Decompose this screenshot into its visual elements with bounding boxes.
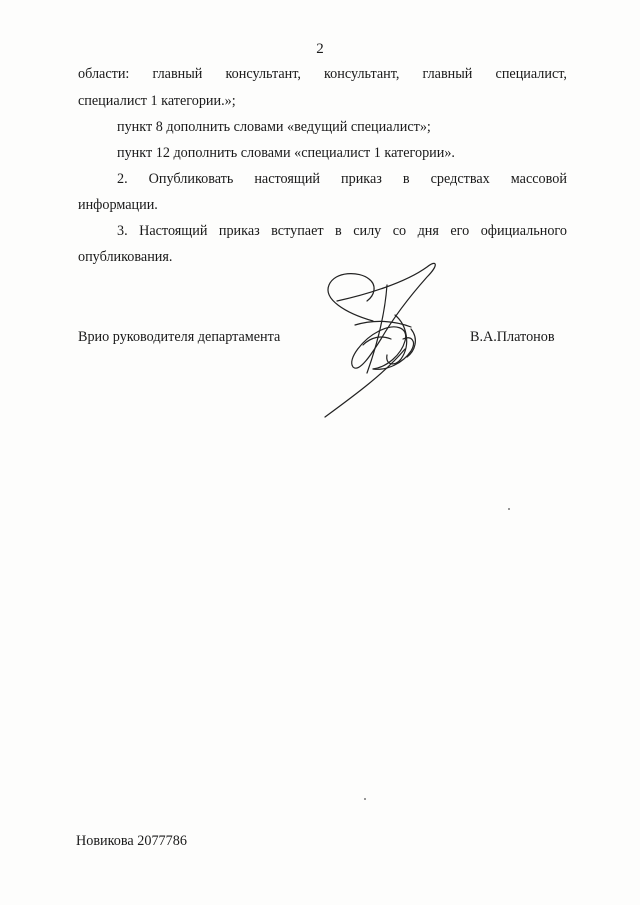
word: в [402, 171, 410, 187]
word: главный [152, 66, 203, 82]
paragraph-4-line-1 [117, 171, 567, 187]
word: дня [417, 223, 439, 239]
signatory-title: Врио руководителя департамента [78, 329, 281, 345]
scan-speck [364, 798, 366, 800]
word: главный [422, 66, 473, 82]
word: 2. [117, 171, 128, 187]
word: специалист, [495, 66, 567, 82]
word: области: [78, 66, 130, 82]
word: Настоящий [139, 223, 208, 239]
word: консультант, [225, 66, 301, 82]
word: массовой [510, 171, 567, 187]
word: приказ [218, 223, 260, 239]
word: его [450, 223, 470, 239]
paragraph-5-line-2: опубликования. [78, 249, 173, 265]
word: 3. [117, 223, 128, 239]
scan-speck [508, 508, 510, 510]
word: вступает [271, 223, 324, 239]
word: консультант, [324, 66, 400, 82]
word: настоящий [254, 171, 321, 187]
word: приказ [341, 171, 382, 187]
page-number: 2 [316, 41, 324, 57]
paragraph-1-line-1 [78, 66, 567, 82]
paragraph-5-line-1 [117, 223, 567, 239]
executor-footer: Новикова 2077786 [76, 833, 187, 849]
word: средствах [430, 171, 490, 187]
paragraph-1-line-2: специалист 1 категории.»; [78, 93, 236, 109]
paragraph-4-line-2: информации. [78, 197, 158, 213]
signatory-name: В.А.Платонов [470, 329, 555, 345]
paragraph-2: пункт 8 дополнить словами «ведущий специалист»; [117, 119, 431, 135]
word: официального [480, 223, 567, 239]
word: со [392, 223, 407, 239]
paragraph-3: пункт 12 дополнить словами «специалист 1 категории». [117, 145, 455, 161]
word: в [335, 223, 342, 239]
handwritten-signature [315, 255, 465, 420]
word: силу [353, 223, 382, 239]
word: Опубликовать [148, 171, 234, 187]
